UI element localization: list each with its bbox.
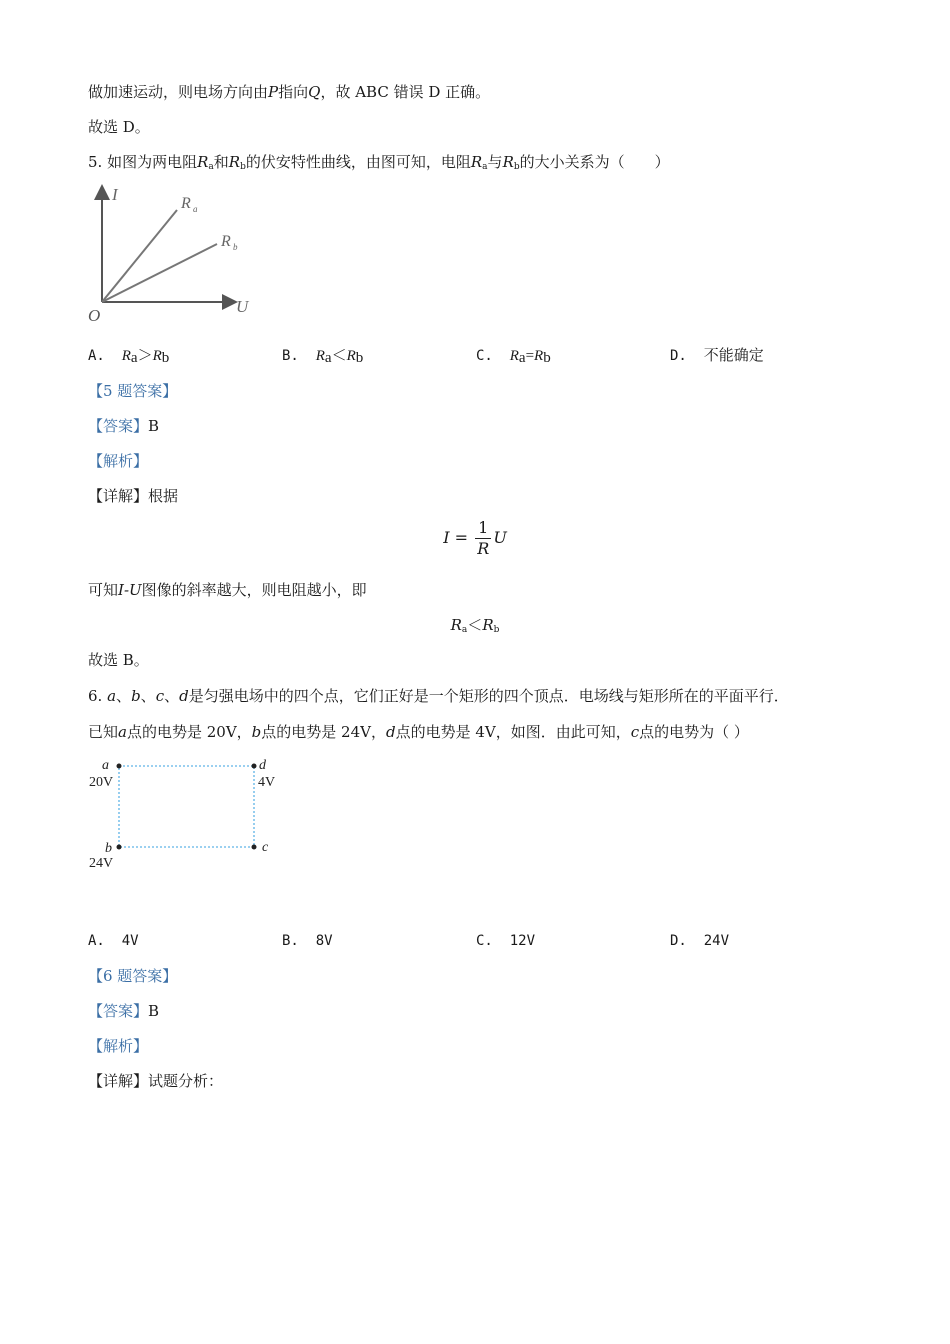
- label-a-potential: 20V: [89, 775, 114, 790]
- q5-stem: [88, 152, 670, 177]
- continuation-line-1: [88, 82, 490, 102]
- q6-option-a[interactable]: [88, 931, 139, 951]
- op: ＜: [331, 348, 347, 364]
- text: 做加速运动，则电场方向由: [88, 83, 269, 101]
- detail-text: 根据: [148, 487, 179, 505]
- dot-b: [117, 845, 122, 850]
- text: 是匀强电场中的四个点，它们正好是一个矩形的四个顶点．电场线与矩形所在的平面平行．: [188, 687, 789, 705]
- text: 点的电势是 4V，如图．由此可知，: [395, 723, 631, 741]
- label-d: d: [259, 758, 266, 773]
- op: ＜: [467, 616, 483, 634]
- answer-value: B: [148, 417, 160, 435]
- iu-graph: [84, 180, 264, 325]
- q6-stem-2: [88, 722, 749, 742]
- q5-option-b[interactable]: [282, 346, 363, 368]
- text: 的伏安特性曲线，由图可知，电阻: [245, 153, 471, 171]
- dot-a: [117, 764, 122, 769]
- var-r: R: [152, 348, 162, 364]
- sub: b: [161, 350, 170, 366]
- var-r: R: [482, 616, 494, 634]
- text: 已知: [88, 723, 119, 741]
- text: 如图为两电阻: [107, 153, 198, 171]
- q5-conclusion: 故选 B。: [88, 651, 149, 669]
- var-q: Q: [308, 83, 321, 101]
- rectangle-figure: [84, 752, 284, 877]
- sub: b: [240, 162, 246, 172]
- numerator: 1: [475, 518, 491, 539]
- point-b: b: [131, 687, 141, 705]
- q5-detail: [88, 486, 178, 506]
- line-ra: [102, 210, 177, 302]
- sub: b: [543, 350, 551, 366]
- sub: b: [513, 162, 520, 172]
- answer-value: B: [148, 1002, 160, 1020]
- option-letter: C.: [476, 348, 493, 364]
- q6-answer-header: 【6 题答案】: [88, 967, 178, 985]
- var-r: R: [228, 153, 241, 171]
- q5-answer: [88, 416, 159, 436]
- q6-answer: [88, 1001, 159, 1021]
- sep: 、: [164, 687, 180, 705]
- sep: 、: [116, 687, 132, 705]
- sub: a: [324, 350, 332, 366]
- option-letter: C.: [476, 933, 493, 949]
- label-a: a: [102, 758, 109, 773]
- text: 指向: [278, 83, 309, 101]
- label-rb: R: [221, 233, 231, 250]
- option-text: 24V: [703, 933, 730, 949]
- q5-analysis-label: 【解析】: [88, 452, 149, 470]
- op: =: [525, 348, 535, 364]
- q6-option-d[interactable]: [670, 931, 729, 951]
- var-r: R: [534, 348, 544, 364]
- formula-u: U: [493, 528, 507, 547]
- q5-answer-header: 【5 题答案】: [88, 382, 178, 400]
- sub: a: [461, 625, 468, 635]
- var-r: R: [509, 348, 519, 364]
- sub: a: [130, 350, 138, 366]
- var-iu: I-U: [118, 581, 142, 599]
- option-letter: B.: [282, 348, 299, 364]
- q5-option-a[interactable]: [88, 346, 169, 368]
- option-letter: A.: [88, 348, 105, 364]
- label-b-potential: 24V: [89, 856, 114, 871]
- formula-ohm: [0, 518, 950, 559]
- q6-number: 6.: [88, 687, 103, 705]
- text: ，故 ABC 错误 D 正确。: [320, 83, 491, 101]
- continuation-line-2: 故选 D。: [88, 118, 150, 136]
- origin-label: O: [88, 306, 101, 325]
- option-text: 8V: [315, 933, 333, 949]
- label-ra: R: [181, 195, 191, 212]
- point-a: a: [107, 687, 117, 705]
- axis-label-i: I: [112, 185, 118, 204]
- label-b: b: [105, 841, 112, 856]
- point-c: c: [630, 723, 640, 741]
- detail-text: 试题分析：: [148, 1072, 224, 1090]
- option-letter: D.: [670, 348, 687, 364]
- q5-option-d[interactable]: [670, 346, 764, 366]
- formula-fraction: [475, 518, 491, 559]
- dot-d: [252, 764, 257, 769]
- q6-analysis-label: 【解析】: [88, 1037, 149, 1055]
- label-d-potential: 4V: [258, 775, 276, 790]
- var-p: P: [268, 83, 279, 101]
- axis-label-u: U: [236, 297, 249, 316]
- q5-result: [0, 614, 950, 635]
- var-r: R: [502, 153, 514, 171]
- label-rb-sub: b: [233, 242, 238, 252]
- point-b: b: [251, 723, 262, 741]
- text: 与: [487, 153, 503, 171]
- text: 点的电势是 24V，: [261, 723, 386, 741]
- q5-number: 5.: [88, 153, 103, 171]
- text: 可知: [88, 581, 119, 599]
- point-c: c: [155, 687, 165, 705]
- formula-i: I: [443, 528, 450, 547]
- point-d: d: [179, 687, 189, 705]
- var-r: R: [346, 348, 356, 364]
- option-letter: A.: [88, 933, 105, 949]
- detail-label: 【详解】: [88, 487, 149, 505]
- answer-label: 【答案】: [88, 417, 149, 435]
- sub: b: [355, 350, 364, 366]
- dashed-rectangle: [119, 766, 254, 847]
- detail-label: 【详解】: [88, 1072, 149, 1090]
- sub: b: [493, 625, 500, 635]
- option-letter: D.: [670, 933, 687, 949]
- option-letter: B.: [282, 933, 299, 949]
- sep: 、: [140, 687, 156, 705]
- text: 的大小关系为（ ）: [519, 153, 670, 171]
- point-d: d: [385, 723, 396, 741]
- sub: a: [208, 162, 214, 172]
- op: ＞: [137, 348, 153, 364]
- dot-c: [252, 845, 257, 850]
- var-r: R: [197, 153, 209, 171]
- q6-option-c[interactable]: [476, 931, 535, 951]
- option-text: 4V: [121, 933, 139, 949]
- point-a: a: [118, 723, 127, 741]
- var-r: R: [315, 348, 325, 364]
- q5-explanation: [88, 580, 367, 600]
- formula-eq: =: [454, 528, 469, 547]
- q5-option-c[interactable]: [476, 346, 551, 368]
- text: 和: [213, 153, 229, 171]
- sub: a: [482, 162, 488, 172]
- text: 图像的斜率越大，则电阻越小，即: [141, 581, 367, 599]
- line-rb: [102, 244, 217, 302]
- option-text: 12V: [509, 933, 536, 949]
- sub: a: [518, 350, 526, 366]
- label-ra-sub: a: [193, 204, 198, 214]
- q6-option-b[interactable]: [282, 931, 333, 951]
- label-c: c: [262, 840, 269, 855]
- denominator: R: [477, 539, 490, 558]
- var-r: R: [450, 616, 462, 634]
- q6-detail: [88, 1071, 223, 1091]
- var-r: R: [121, 348, 131, 364]
- option-text: 不能确定: [703, 348, 764, 364]
- text: 点的电势是 20V，: [126, 723, 252, 741]
- var-r: R: [470, 153, 483, 171]
- answer-label: 【答案】: [88, 1002, 149, 1020]
- text: 点的电势为（ ）: [639, 723, 749, 741]
- q6-stem-1: [88, 686, 789, 706]
